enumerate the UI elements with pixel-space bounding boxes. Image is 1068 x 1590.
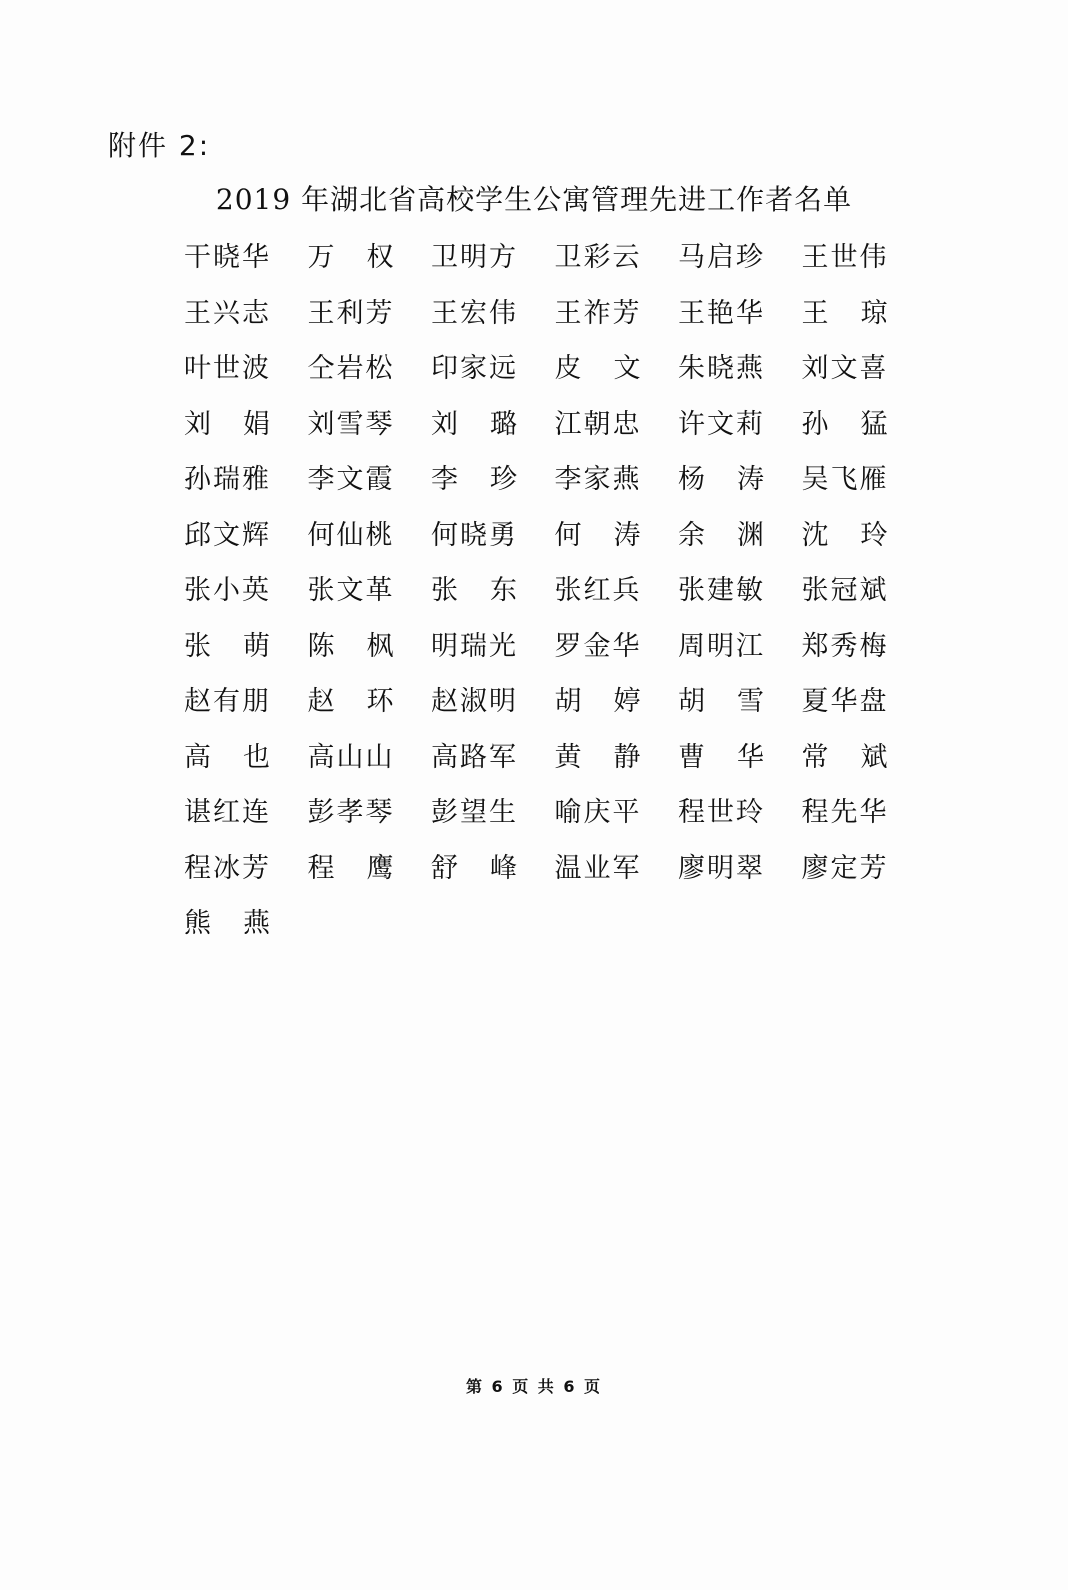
name-item: 王艳华 (678, 297, 765, 329)
name-item: 何 涛 (554, 519, 641, 551)
name-item: 张冠斌 (801, 575, 889, 606)
name-item: 杨 涛 (678, 464, 764, 495)
name-item: 干晓华 (184, 242, 271, 273)
name-item: 程世玲 (678, 797, 765, 828)
name-item: 皮 文 (554, 353, 641, 384)
name-item: 彭孝琴 (307, 797, 395, 828)
name-item: 廖定芳 (801, 852, 889, 884)
name-item: 舒 峰 (431, 852, 517, 884)
name-item: 马启珍 (678, 242, 765, 273)
name-item: 朱晓燕 (678, 353, 765, 384)
name-item: 温业军 (554, 852, 642, 884)
name-item: 常 斌 (801, 741, 888, 773)
name-item: 黄 静 (554, 741, 641, 773)
name-item: 曹 华 (678, 741, 764, 773)
name-list (184, 230, 924, 952)
name-item: 高 也 (184, 741, 270, 773)
name-item: 王兴志 (184, 297, 271, 329)
name-item: 张 萌 (184, 630, 270, 662)
name-item: 张 东 (431, 575, 517, 606)
name-item: 许文莉 (678, 408, 765, 440)
name-item: 陈 枫 (307, 630, 394, 662)
name-item: 张建敏 (678, 575, 765, 606)
name-item: 仝岩松 (307, 353, 395, 384)
name-item: 王 琼 (801, 297, 888, 329)
name-item: 李家燕 (554, 464, 642, 495)
name-item: 刘 娟 (184, 408, 270, 440)
name-item: 刘雪琴 (307, 408, 395, 440)
name-item: 廖明翠 (678, 852, 765, 884)
name-item: 张小英 (184, 575, 271, 606)
name-item: 喻庆平 (554, 797, 642, 828)
name-item: 吴飞雁 (801, 464, 889, 495)
name-item: 刘 璐 (431, 408, 517, 440)
name-item: 江朝忠 (554, 408, 642, 440)
name-item: 明瑞光 (431, 630, 518, 662)
name-item: 万 权 (307, 242, 394, 273)
name-item: 孙瑞雅 (184, 464, 271, 495)
name-item: 何晓勇 (431, 519, 518, 551)
name-item: 王世伟 (801, 242, 889, 273)
name-item: 罗金华 (554, 630, 642, 662)
name-item: 郑秀梅 (801, 630, 889, 662)
name-item: 余 渊 (678, 519, 764, 551)
name-item: 赵淑明 (431, 686, 518, 717)
name-item: 高路军 (431, 741, 518, 773)
name-item: 熊 燕 (184, 908, 270, 939)
name-item: 程先华 (801, 797, 889, 828)
name-item: 周明江 (678, 630, 765, 662)
name-item: 印家远 (431, 353, 518, 384)
name-item: 王利芳 (307, 297, 395, 329)
name-item: 程冰芳 (184, 852, 271, 884)
name-item: 张文革 (307, 575, 395, 606)
name-item: 赵有朋 (184, 686, 271, 717)
name-item: 叶世波 (184, 353, 271, 384)
name-item: 胡 雪 (678, 686, 764, 717)
page-number-footer: 第 6 页 共 6 页 (465, 1377, 603, 1396)
name-item: 何仙桃 (307, 519, 395, 551)
name-item: 卫明方 (431, 242, 518, 273)
name-item: 刘文喜 (801, 353, 889, 384)
name-item: 卫彩云 (554, 242, 642, 273)
name-item: 王宏伟 (431, 297, 518, 329)
document-title: 2019 年湖北省高校学生公寓管理先进工作者名单 (215, 183, 853, 216)
name-item: 谌红连 (184, 797, 271, 828)
name-item: 邱文辉 (184, 519, 271, 551)
name-item: 李文霞 (307, 464, 395, 495)
name-item: 张红兵 (554, 575, 642, 606)
name-item: 李 珍 (431, 464, 517, 495)
name-item: 胡 婷 (554, 686, 641, 717)
attachment-label: 附件 2: (108, 129, 211, 162)
name-item: 赵 环 (307, 686, 394, 717)
name-item: 夏华盘 (801, 686, 889, 717)
name-item: 孙 猛 (801, 408, 888, 440)
name-item: 沈 玲 (801, 519, 888, 551)
name-item: 王祚芳 (554, 297, 642, 329)
name-item: 程 鹰 (307, 852, 394, 884)
name-item: 彭望生 (431, 797, 518, 828)
name-item: 高山山 (307, 741, 395, 773)
